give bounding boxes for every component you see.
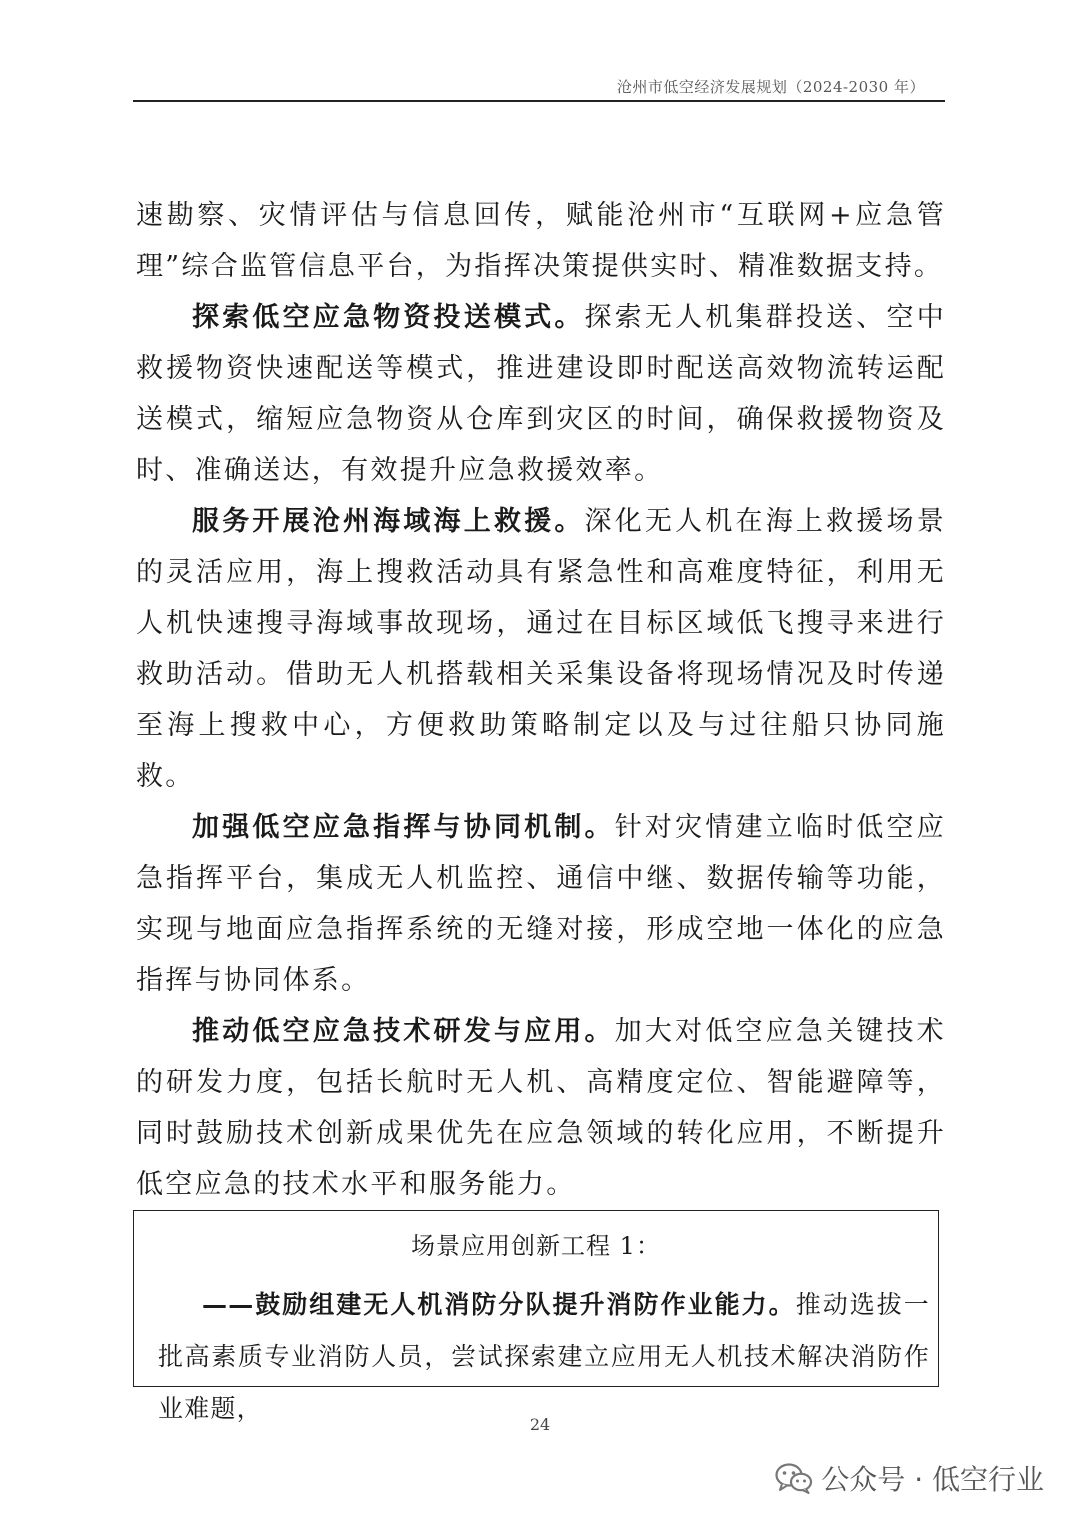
watermark <box>775 1458 1044 1498</box>
paragraph-text: 针对灾情建立临时低空应急指挥平台，集成无人机监控、通信中继、数据传输等功能，实现与地面应急指挥系统的无缝对接，形成空地一体化的应急指挥与协同体系。 <box>136 812 946 996</box>
paragraph-text: 加大对低空应急关键技术的研发力度，包括长航时无人机、高精度定位、智能避障等，同时鼓励技术创新成果优先在应急领域的转化应用，不断提升低空应急的技术水平和服务能力。 <box>136 1016 946 1200</box>
paragraph-text: 深化无人机在海上救援场景的灵活应用，海上搜救活动具有紧急性和高难度特征，利用无人机快速搜寻海域事故现场，通过在目标区域低飞搜寻来进行救助活动。借助无人机搭载相关采集设备将现场情况及时传递至海上搜救中心，方便救助策略制定以及与过往船只协同施救。 <box>136 506 946 792</box>
paragraph-tech-rd <box>136 1006 946 1210</box>
running-header: 沧州市低空经济发展规划（2024-2030 年） <box>616 78 925 96</box>
paragraph-text: 探索无人机集群投送、空中救援物资快速配送等模式，推进建设即时配送高效物流转运配送模式，缩短应急物资从仓库到灾区的时间，确保救援物资及时、准确送达，有效提升应急救援效率。 <box>136 302 946 486</box>
callout-heading: ——鼓励组建无人机消防分队提升消防作业能力。 <box>202 1290 796 1319</box>
callout-title: 场景应用创新工程 1： <box>411 1232 661 1260</box>
paragraph-sea-rescue <box>136 496 946 802</box>
header-divider <box>133 100 945 102</box>
project-callout-box <box>133 1210 939 1423</box>
callout-text: 推动选拔一批高素质专业消防人员，尝试探索建立应用无人机技术解决消防作业难题， <box>158 1290 930 1423</box>
paragraph-emergency-supplies <box>136 292 946 496</box>
paragraph-text: 速勘察、灾情评估与信息回传，赋能沧州市“互联网+应急管理”综合监管信息平台，为指挥决策提供实时、精准数据支持。 <box>136 200 946 282</box>
paragraph-heading: 探索低空应急物资投送模式。 <box>192 302 585 333</box>
paragraph-heading: 加强低空应急指挥与协同机制。 <box>192 812 615 843</box>
paragraph-heading: 推动低空应急技术研发与应用。 <box>192 1016 615 1047</box>
paragraph-command-coordination <box>136 802 946 1006</box>
watermark-text: 公众号 · 低空行业 <box>821 1463 1044 1496</box>
paragraph-continuation <box>136 190 946 292</box>
document-body <box>136 190 946 1210</box>
page-number: 24 <box>529 1415 551 1434</box>
wechat-icon <box>775 1462 813 1494</box>
paragraph-heading: 服务开展沧州海域海上救援。 <box>192 506 585 537</box>
callout-body <box>158 1279 930 1435</box>
